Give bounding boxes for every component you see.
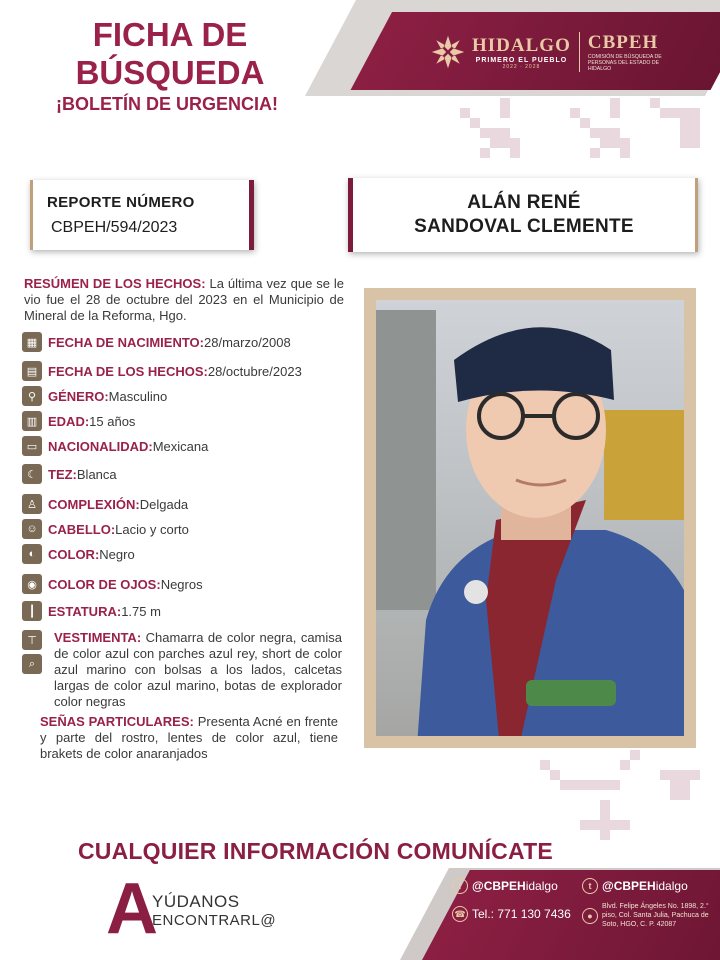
hidalgo-years: 2022 · 2028 <box>502 63 541 70</box>
page-title <box>50 16 290 92</box>
marks-row <box>40 714 338 762</box>
phone-icon: ☎ <box>452 906 468 922</box>
summary-text: La última vez que se le vio fue el 28 de octubre del 2023 en el Municipio de Mineral de la Reforma, Hgo. <box>24 276 345 323</box>
hair-icon: ☺ <box>22 519 42 539</box>
height-value: 1.75 m <box>121 603 161 619</box>
facebook-handle-suffix: idalgo <box>525 879 558 893</box>
build-value: Delgada <box>139 496 189 512</box>
hidalgo-logo <box>472 35 571 70</box>
hidalgo-star-icon <box>430 34 466 70</box>
calendar-icon: ▤ <box>22 361 42 381</box>
facebook-handle-prefix: @CBPEH <box>472 879 526 893</box>
facebook-icon: f <box>452 878 468 894</box>
events-value: 28/octubre/2023 <box>207 363 302 379</box>
person-name-box <box>348 178 698 252</box>
skin-value: Blanca <box>76 466 117 482</box>
palette-icon: ◐ <box>22 544 42 564</box>
person-silhouette <box>406 320 684 736</box>
hair-color-row <box>22 544 135 564</box>
hair-value: Lacio y corto <box>115 521 189 537</box>
twitter-contact[interactable] <box>582 878 688 894</box>
hair-row <box>22 519 189 539</box>
photo-frame <box>364 288 696 748</box>
ruler-icon: ┃ <box>22 601 42 621</box>
person-last-name: SANDOVAL CLEMENTE <box>414 216 634 237</box>
phone-contact[interactable] <box>452 906 571 922</box>
encontrarl-text: ENCONTRARL@ <box>152 912 277 929</box>
color-value: Negro <box>99 546 135 562</box>
nationality-label: NACIONALIDAD: <box>48 438 153 454</box>
skin-label: TEZ: <box>48 466 77 482</box>
cbpeh-description: COMISIÓN DE BÚSQUEDA DE PERSONAS DEL ESTADO DE HIDALGO <box>587 54 662 72</box>
title-line-1: FICHA DE <box>92 16 248 53</box>
eye-icon: ◉ <box>22 574 42 594</box>
twitter-icon: t <box>582 878 598 894</box>
logo-divider <box>579 32 580 72</box>
clothing-value: Chamarra de color negra, camisa de color azul con parches azul rey, short de color azul marino con bolsas a los lados, calcetas largas de color azul marino, botas de explorador color negras <box>54 630 342 709</box>
person-photo <box>376 300 684 736</box>
skin-row <box>22 464 117 484</box>
report-number: CBPEH/594/2023 <box>51 219 178 236</box>
hidalgo-slogan: PRIMERO EL PUEBLO <box>475 56 568 64</box>
title-line-2: BÚSQUEDA <box>75 54 265 91</box>
id-card-icon: ▭ <box>22 436 42 456</box>
clothing-row <box>22 630 342 710</box>
nationality-value: Mexicana <box>152 438 209 454</box>
location-pin-icon: ● <box>582 908 598 924</box>
address-text: Blvd. Felipe Ángeles No. 1898, 2.° piso, Col. Santa Julia, Pachuca de Soto, HGO, C. P. 42087 <box>602 903 709 928</box>
hair-label: CABELLO: <box>48 521 116 537</box>
embroidery-pattern-top <box>420 88 720 188</box>
eyes-label: COLOR DE OJOS: <box>48 576 161 592</box>
build-label: COMPLEXIÓN: <box>48 496 140 512</box>
report-number-box <box>30 180 254 250</box>
events-label: FECHA DE LOS HECHOS: <box>48 363 208 379</box>
cake-icon: ▦ <box>22 332 42 352</box>
height-row <box>22 601 161 621</box>
body-icon: ♙ <box>22 494 42 514</box>
birth-date-row <box>22 332 291 352</box>
facebook-contact[interactable] <box>452 878 558 894</box>
gender-row <box>22 386 167 406</box>
marks-text <box>40 714 338 762</box>
summary-label: RESÚMEN DE LOS HECHOS: <box>24 276 206 291</box>
clothing-text <box>54 630 342 710</box>
ayudanos-text: YÚDANOS <box>152 892 240 911</box>
brand-logos <box>430 22 720 82</box>
nationality-row <box>22 436 208 456</box>
clothing-icons <box>22 630 48 710</box>
eye-color-row <box>22 574 203 594</box>
shirt-icon: ⊤ <box>22 630 42 650</box>
facts-summary <box>24 276 344 324</box>
events-date-row <box>22 361 302 381</box>
birth-value: 28/marzo/2008 <box>204 334 291 350</box>
search-icon: ⌕ <box>22 654 42 674</box>
age-label: EDAD: <box>48 413 90 429</box>
age-value: 15 años <box>89 413 136 429</box>
address-contact <box>582 902 712 929</box>
contact-call-to-action: CUALQUIER INFORMACIÓN COMUNÍCATE <box>78 838 553 864</box>
age-icon: ▥ <box>22 411 42 431</box>
eyes-value: Negros <box>160 576 203 592</box>
twitter-handle-prefix: @CBPEH <box>602 879 656 893</box>
phone-number: Tel.: 771 130 7436 <box>472 907 571 921</box>
skin-icon: ☾ <box>22 464 42 484</box>
ayudanos-big-letter: A <box>106 869 158 949</box>
gender-value: Masculino <box>108 388 168 404</box>
twitter-handle-suffix: idalgo <box>655 879 688 893</box>
age-row <box>22 411 135 431</box>
report-label: REPORTE NÚMERO <box>47 194 195 211</box>
build-row <box>22 494 188 514</box>
cbpeh-name: CBPEH <box>587 32 659 53</box>
page-subtitle: ¡BOLETÍN DE URGENCIA! <box>56 94 278 114</box>
hidalgo-name: HIDALGO <box>472 34 571 56</box>
clothing-label: VESTIMENTA: <box>54 630 142 645</box>
gender-label: GÉNERO: <box>48 388 109 404</box>
person-first-name: ALÁN RENÉ <box>467 192 581 213</box>
marks-label: SEÑAS PARTICULARES: <box>40 714 194 729</box>
height-label: ESTATURA: <box>48 603 122 619</box>
birth-label: FECHA DE NACIMIENTO: <box>48 334 204 350</box>
gender-icon: ⚲ <box>22 386 42 406</box>
cbpeh-logo <box>588 32 672 72</box>
marks-value: Presenta Acné en frente y parte del rostro, lentes de color azul, tiene brakets de color anaranjados <box>40 714 338 761</box>
color-label: COLOR: <box>48 546 100 562</box>
